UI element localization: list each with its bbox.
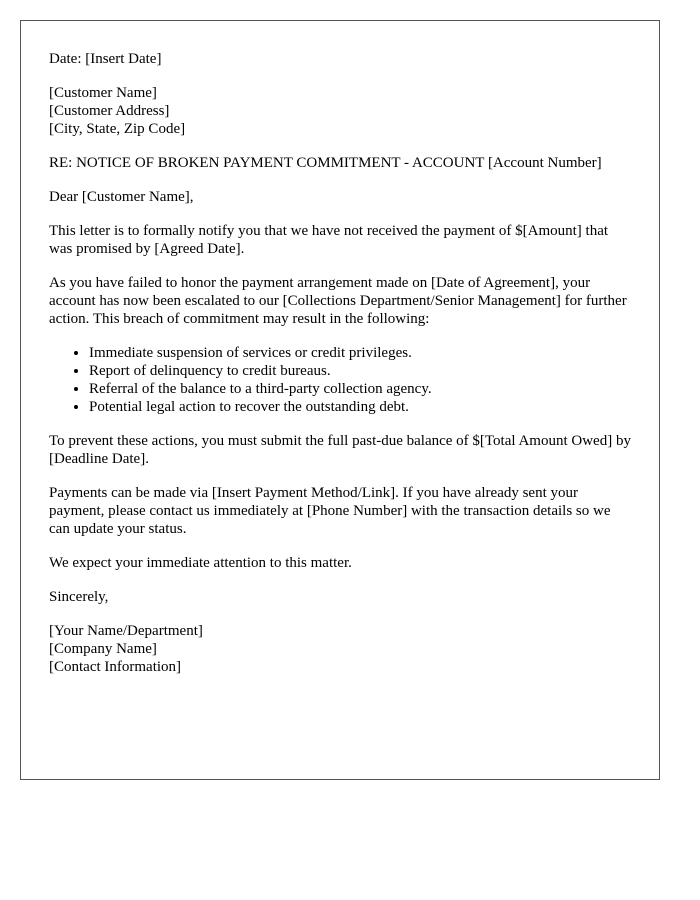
payment-demand-paragraph: To prevent these actions, you must submit the full past-due balance of $[Total Amount Owed] by [Deadline Date]. [49, 433, 631, 467]
letter-page [20, 20, 660, 780]
signature-company: [Company Name] [49, 641, 157, 657]
consequences-list [49, 344, 633, 416]
list-item: • Report of delinquency to credit bureaus. [89, 362, 633, 380]
recipient-address: [Customer Address] [49, 103, 170, 119]
subject-line: RE: NOTICE OF BROKEN PAYMENT COMMITMENT - ACCOUNT [Account Number] [49, 155, 602, 171]
salutation: Dear [Customer Name], [49, 189, 194, 205]
payment-method-paragraph: Payments can be made via [Insert Payment Method/Link]. If you have already sent your payment, please contact us immediately at [Phone Number] with the transaction details so we can update your status. [49, 485, 611, 537]
recipient-address-block [49, 84, 633, 138]
list-item: • Referral of the balance to a third-party collection agency. [89, 380, 633, 398]
list-item: • Potential legal action to recover the outstanding debt. [89, 398, 633, 416]
recipient-city-state-zip: [City, State, Zip Code] [49, 121, 186, 137]
date-line: Date: [Insert Date] [49, 51, 162, 67]
notice-paragraph: This letter is to formally notify you that we have not received the payment of $[Amount] that was promised by [Agreed Date]. [49, 223, 609, 257]
signature-name-department: [Your Name/Department] [49, 623, 203, 639]
attention-paragraph: We expect your immediate attention to this matter. [49, 555, 352, 571]
signature-block [49, 622, 633, 676]
signature-contact: [Contact Information] [49, 659, 182, 675]
recipient-name: [Customer Name] [49, 85, 157, 101]
closing: Sincerely, [49, 589, 109, 605]
escalation-paragraph: As you have failed to honor the payment arrangement made on [Date of Agreement], your account has now been escalated to our [Collections Department/Senior Management] for further action. This breach of commitment may result in the following: [49, 275, 627, 327]
letter-body [49, 50, 633, 692]
list-item: • Immediate suspension of services or credit privileges. [89, 344, 633, 362]
